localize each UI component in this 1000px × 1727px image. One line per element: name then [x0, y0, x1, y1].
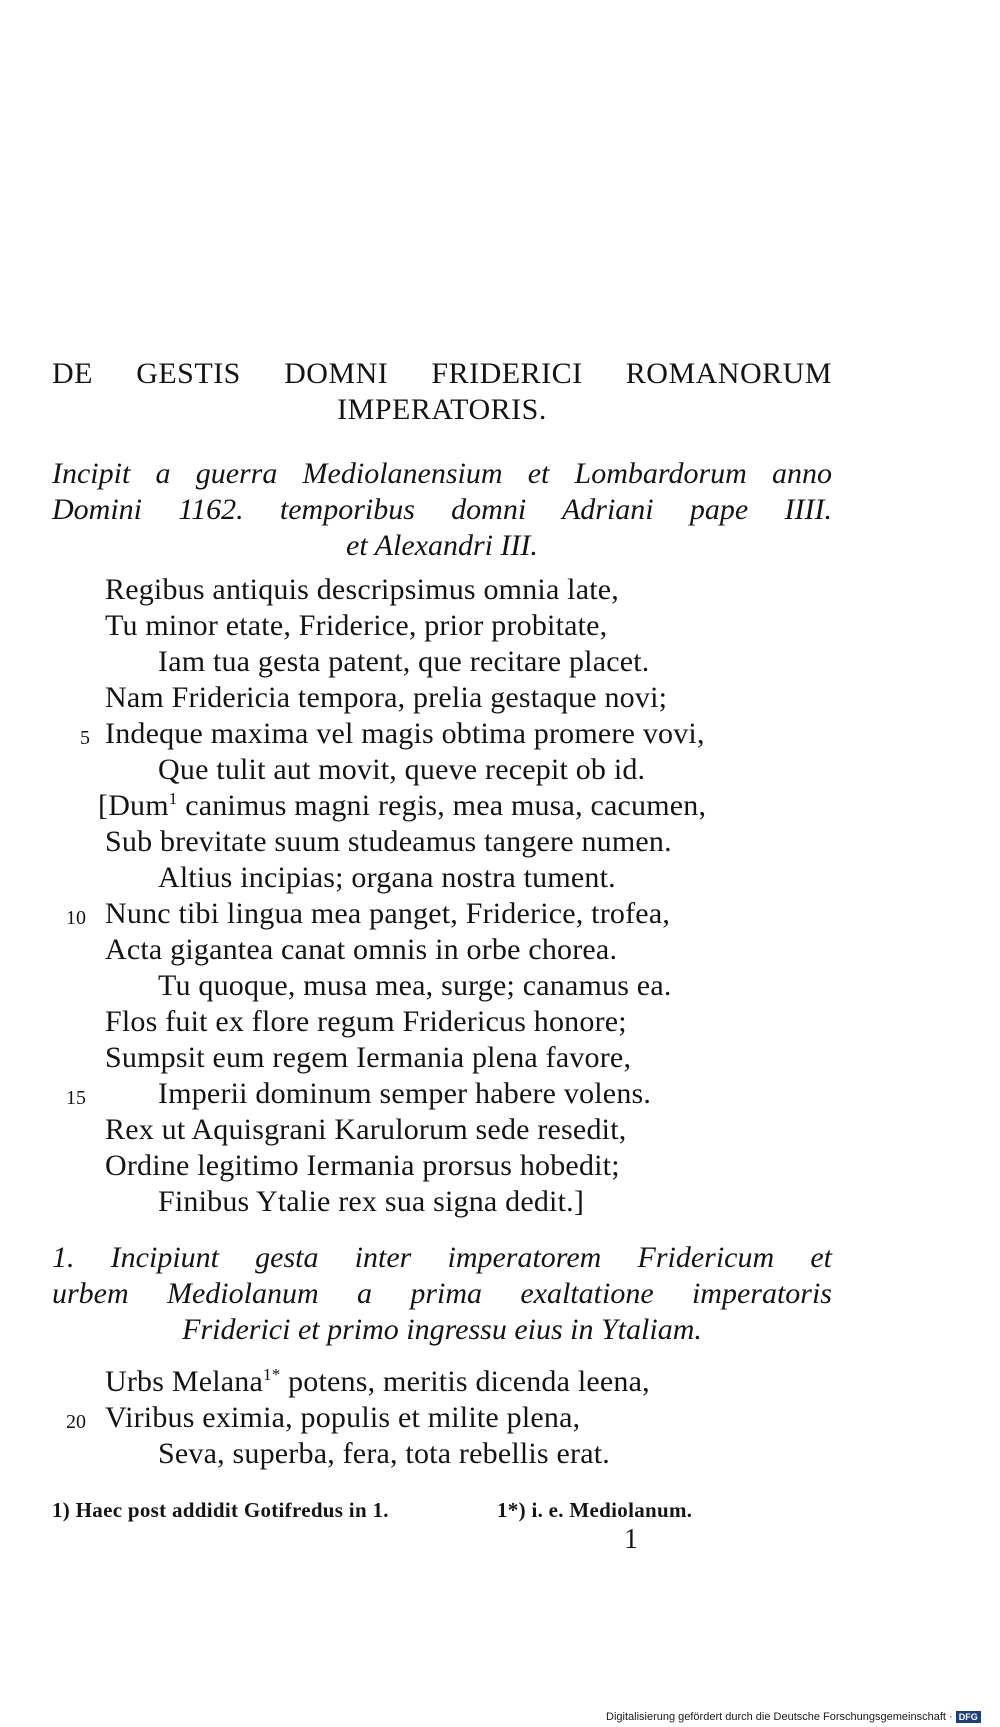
line-number: 5 — [80, 727, 90, 749]
incipit-line: Domini 1162. temporibus domni Adriani pape IIII. — [52, 493, 832, 526]
page-number: 1 — [624, 1524, 638, 1555]
verse-line: Tu quoque, musa mea, surge; canamus ea. — [158, 969, 672, 1002]
dfg-logo-icon: DFG — [956, 1711, 981, 1723]
verse-line: Iam tua gesta patent, que recitare placet. — [158, 645, 650, 678]
verse-line: Finibus Ytalie rex sua signa dedit.] — [158, 1185, 585, 1218]
verse-line: Regibus antiquis descripsimus omnia late, — [105, 573, 619, 606]
verse-line: Indeque maxima vel magis obtima promere vovi, — [105, 717, 705, 750]
footnote — [497, 1498, 692, 1523]
footnote-mark: 1 — [168, 789, 178, 808]
chapter-heading: urbem Mediolanum a prima exaltatione imperatoris — [52, 1277, 832, 1310]
verse-line — [105, 1365, 650, 1399]
incipit-line: et Alexandri III. — [346, 529, 538, 562]
chapter-heading: Friderici et primo ingressu eius in Ytaliam. — [182, 1313, 702, 1346]
verse-line-prefix: Urbs Melana — [105, 1365, 263, 1398]
footnote-text: ) i. e. Mediolanum. — [518, 1498, 693, 1522]
chapter-heading: 1. Incipiunt gesta inter imperatorem Fridericum et — [52, 1241, 832, 1274]
verse-line — [98, 789, 706, 823]
credit-text: Digitalisierung gefördert durch die Deutsche Forschungsgemeinschaft — [606, 1711, 946, 1723]
verse-line: Seva, superba, fera, tota rebellis erat. — [158, 1437, 610, 1470]
verse-line: Rex ut Aquisgrani Karulorum sede resedit, — [105, 1113, 627, 1146]
verse-line-rest: potens, meritis dicenda leena, — [288, 1365, 650, 1398]
line-number: 15 — [66, 1087, 86, 1109]
verse-line: Nunc tibi lingua mea panget, Friderice, trofea, — [105, 897, 671, 930]
verse-line: Nam Fridericia tempora, prelia gestaque novi; — [105, 681, 668, 714]
verse-line-rest: canimus magni regis, mea musa, cacumen, — [185, 789, 707, 822]
verse-line: Que tulit aut movit, queve recepit ob id. — [158, 753, 646, 786]
footnote-mark: 1* — [497, 1498, 519, 1522]
verse-line: Sub brevitate suum studeamus tangere numen. — [105, 825, 672, 858]
footnote: 1) Haec post addidit Gotifredus in 1. — [52, 1498, 389, 1522]
digitization-credit: Digitalisierung gefördert durch die Deutsche Forschungsgemeinschaft · DFG — [606, 1711, 981, 1723]
verse-line: Viribus eximia, populis et milite plena, — [105, 1401, 581, 1434]
verse-line: Imperii dominum semper habere volens. — [158, 1077, 652, 1110]
page-title: DE GESTIS DOMNI FRIDERICI ROMANORUM — [52, 357, 832, 390]
verse-line: Flos fuit ex flore regum Fridericus honore; — [105, 1005, 627, 1038]
verse-line: Sumpsit eum regem Iermania plena favore, — [105, 1041, 632, 1074]
line-number: 10 — [66, 907, 86, 929]
footnote-mark: 1* — [263, 1365, 281, 1384]
verse-line: Ordine legitimo Iermania prorsus hobedit; — [105, 1149, 620, 1182]
incipit-line: Incipit a guerra Mediolanensium et Lombardorum anno — [52, 457, 832, 490]
verse-line-prefix: [Dum — [98, 789, 169, 822]
line-number: 20 — [66, 1411, 86, 1433]
page-title-continued: IMPERATORIS. — [337, 393, 547, 426]
verse-line: Altius incipias; organa nostra tument. — [158, 861, 616, 894]
verse-line: Acta gigantea canat omnis in orbe chorea. — [105, 933, 618, 966]
verse-line: Tu minor etate, Friderice, prior probitate, — [105, 609, 608, 642]
